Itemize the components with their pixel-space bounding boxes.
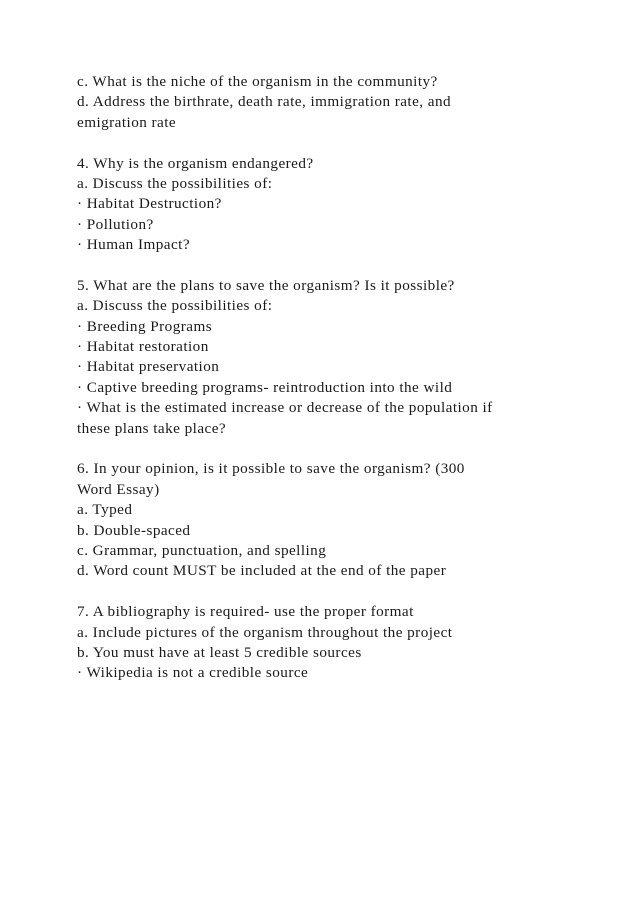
text-line: d. Address the birthrate, death rate, immigration rate, and (77, 93, 452, 111)
bullet-item: · Wikipedia is not a credible source (77, 664, 309, 682)
list-item: a. Include pictures of the organism throughout the project (77, 623, 453, 641)
bullet-item: · Captive breeding programs- reintroduction into the wild (77, 378, 453, 396)
section-heading: 4. Why is the organism endangered? (77, 154, 314, 172)
bullet-item: · Habitat Destruction? (77, 195, 222, 213)
text-line: c. What is the niche of the organism in the community? (77, 73, 438, 90)
bullet-item: · Human Impact? (77, 236, 191, 254)
section-heading: 6. In your opinion, is it possible to save the organism? (300 (77, 460, 465, 478)
bullet-item: · Breeding Programs (77, 317, 213, 335)
bullet-item: · What is the estimated increase or decrease of the population if (77, 399, 493, 417)
document-body (77, 72, 577, 684)
blank-line (77, 256, 577, 276)
bullet-item: · Habitat restoration (77, 338, 209, 356)
text-line: a. Discuss the possibilities of: (77, 174, 273, 192)
list-item: c. Grammar, punctuation, and spelling (77, 541, 327, 559)
list-item: b. You must have at least 5 credible sources (77, 643, 362, 661)
blank-line (77, 439, 577, 459)
section-heading: 7. A bibliography is required- use the proper format (77, 603, 414, 621)
blank-line (77, 133, 577, 153)
text-line: a. Discuss the possibilities of: (77, 297, 273, 315)
section-heading: 5. What are the plans to save the organism? Is it possible? (77, 276, 455, 294)
blank-line (77, 582, 577, 602)
list-item: a. Typed (77, 501, 133, 519)
bullet-item: · Habitat preservation (77, 358, 220, 376)
list-item: d. Word count MUST be included at the end of the paper (77, 562, 447, 580)
bullet-item: · Pollution? (77, 215, 154, 233)
text-line: Word Essay) (77, 480, 160, 498)
text-line: emigration rate (77, 113, 177, 131)
list-item: b. Double-spaced (77, 521, 191, 539)
text-line: these plans take place? (77, 419, 227, 437)
